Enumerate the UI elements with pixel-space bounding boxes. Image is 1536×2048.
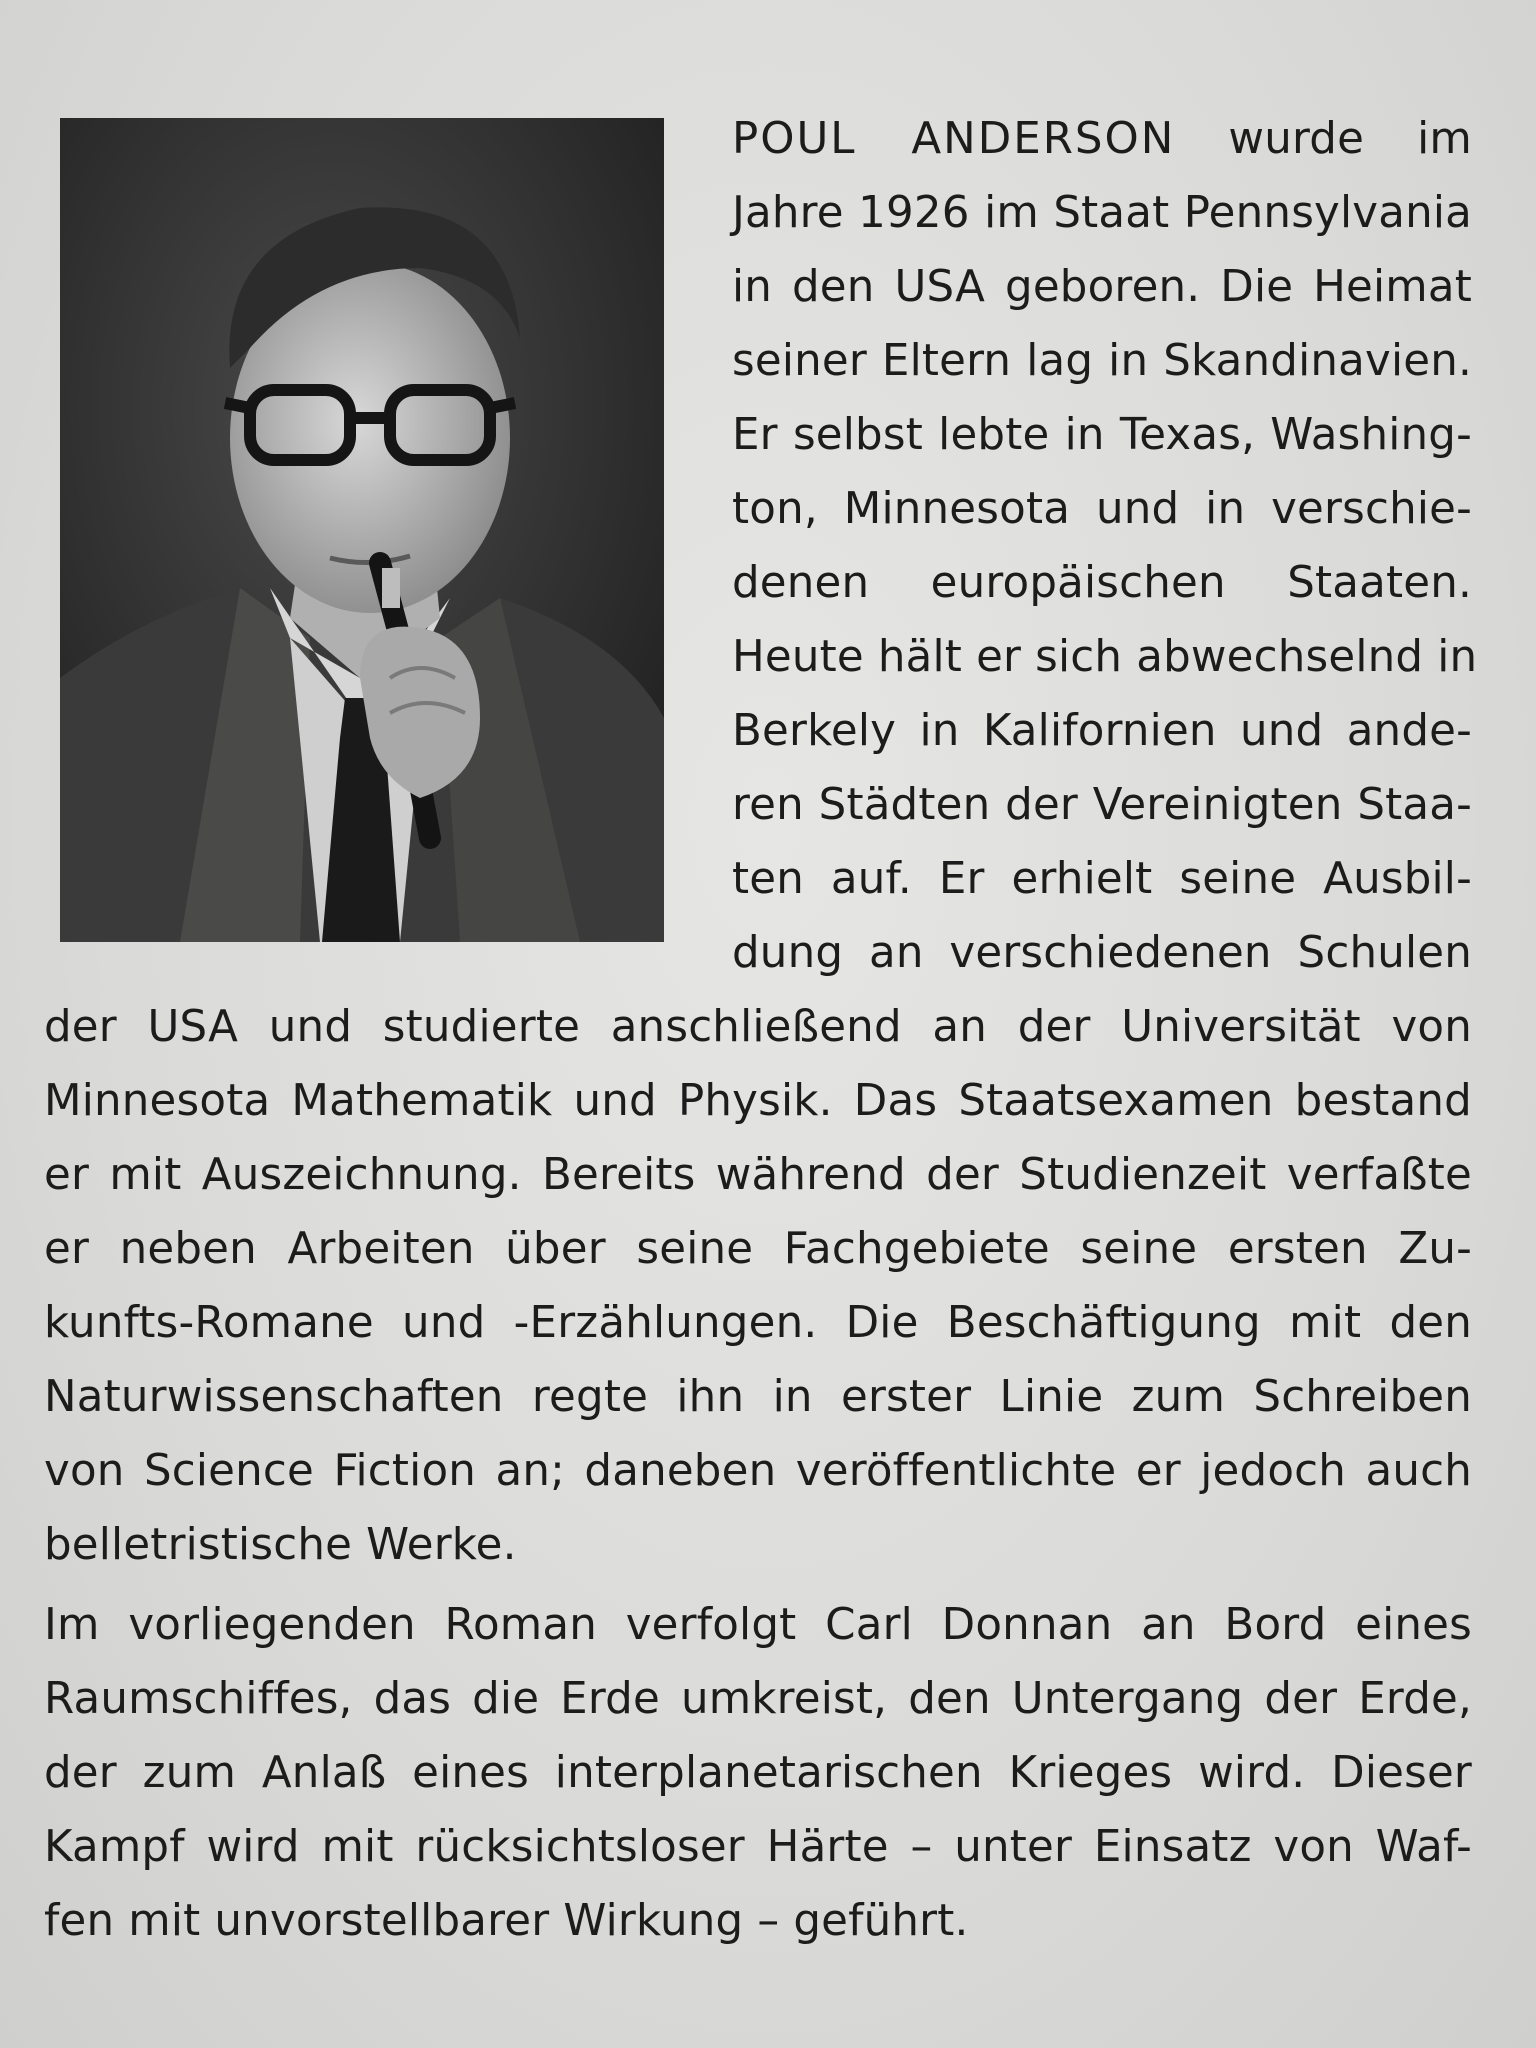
synopsis-line-5: fen mit unvorstellbarer Wirkung – geführt. <box>44 1896 969 1946</box>
synopsis-line-1: Im vorliegenden Roman verfolgt Carl Donnan an Bord eines <box>44 1600 1472 1650</box>
bio-line-1-text: wurde im <box>1228 114 1473 164</box>
bio-line-2: Jahre 1926 im Staat Pennsylvania <box>732 188 1472 238</box>
bio-line-15: er mit Auszeichnung. Bereits während der Studienzeit verfaßte <box>44 1150 1472 1200</box>
author-name: POUL ANDERSON <box>732 114 1176 164</box>
synopsis-line-3: der zum Anlaß eines interplanetarischen Krieges wird. Dieser <box>44 1748 1472 1798</box>
bio-line-8: Heute hält er sich abwechselnd in <box>732 632 1478 682</box>
bio-line-11: ten auf. Er erhielt seine Ausbil- <box>732 854 1472 904</box>
author-portrait-photo <box>60 118 664 942</box>
portrait-illustration <box>60 118 664 942</box>
bio-line-4: seiner Eltern lag in Skandinavien. <box>732 336 1472 386</box>
synopsis-line-4: Kampf wird mit rücksichtsloser Härte – unter Einsatz von Waf- <box>44 1822 1472 1872</box>
bio-line-18: Naturwissenschaften regte ihn in erster Linie zum Schreiben <box>44 1372 1472 1422</box>
bio-line-6: ton, Minnesota und in verschie- <box>732 484 1472 534</box>
bio-line-20: belletristische Werke. <box>44 1520 517 1570</box>
bio-line-3: in den USA geboren. Die Heimat <box>732 262 1472 312</box>
bio-line-13: der USA und studierte anschließend an der Universität von <box>44 1002 1472 1052</box>
bio-line-9: Berkely in Kalifornien und ande- <box>732 706 1472 756</box>
bio-line-5: Er selbst lebte in Texas, Washing- <box>732 410 1472 460</box>
bio-line-17: kunfts-Romane und -Erzählungen. Die Beschäftigung mit den <box>44 1298 1472 1348</box>
synopsis-line-2: Raumschiffes, das die Erde umkreist, den Untergang der Erde, <box>44 1674 1472 1724</box>
bio-line-10: ren Städten der Vereinigten Staa- <box>732 780 1472 830</box>
bio-line-12: dung an verschiedenen Schulen <box>732 928 1472 978</box>
bio-line-1 <box>732 113 1472 165</box>
bio-line-7: denen europäischen Staaten. <box>732 558 1472 608</box>
bio-line-19: von Science Fiction an; daneben veröffentlichte er jedoch auch <box>44 1446 1472 1496</box>
bio-line-16: er neben Arbeiten über seine Fachgebiete seine ersten Zu- <box>44 1224 1472 1274</box>
bio-line-14: Minnesota Mathematik und Physik. Das Staatsexamen bestand <box>44 1076 1472 1126</box>
